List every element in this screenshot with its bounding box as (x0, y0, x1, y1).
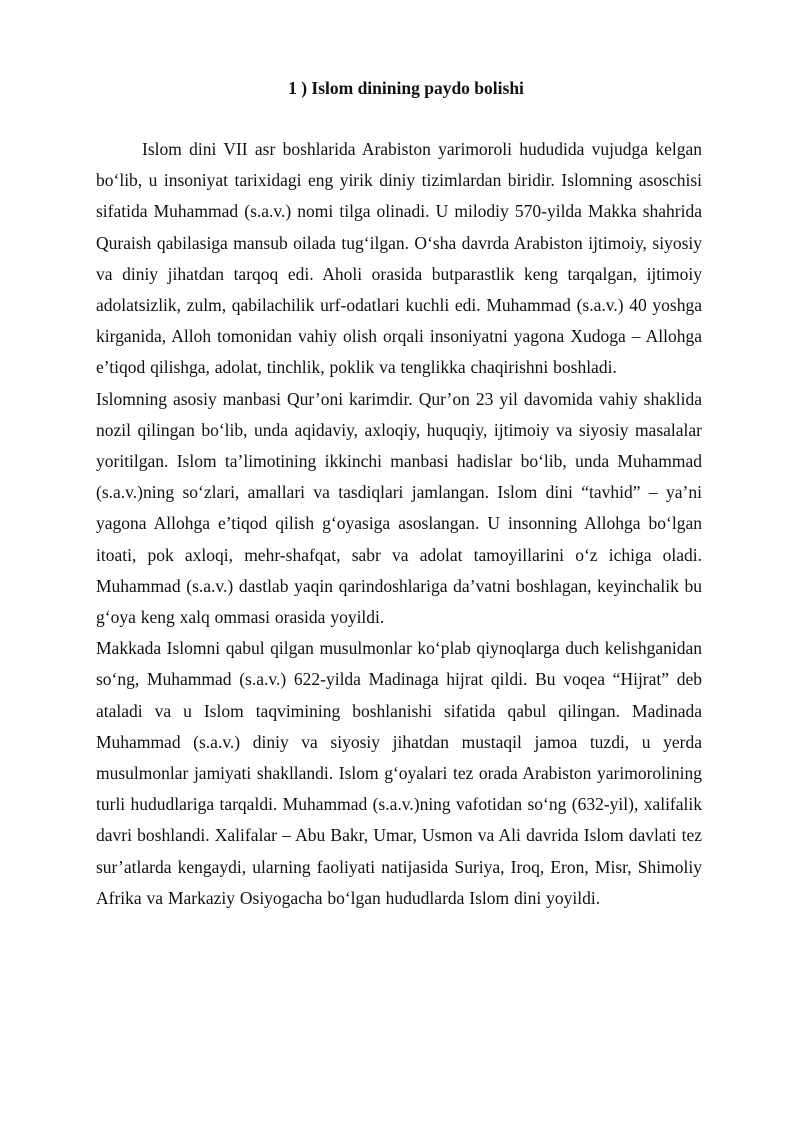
paragraph-1: Islom dini VII asr boshlarida Arabiston yarimoroli hududida vujudga kelgan bo‘lib, u insoniyat tarixidagi eng yirik diniy tizimlardan biridir. Islomning asoschisi sifatida Muhammad (s.a.v.) nomi tilga olinadi. U milodiy 570-yilda Makka shahrida Quraish qabilasiga mansub oilada tug‘ilgan. O‘sha davrda Arabiston ijtimoiy, siyosiy va diniy jihatdan tarqoq edi. Aholi orasida butparastlik keng tarqalgan, ijtimoiy adolatsizlik, zulm, qabilachilik urf-odatlari kuchli edi. Muhammad (s.a.v.) 40 yoshga kirganida, Alloh tomonidan vahiy olish orqali insoniyatni yagona Xudoga – Allohga e’tiqod qilishga, adolat, tinchlik, poklik va tenglikka chaqirishni boshladi. (96, 139, 702, 378)
document-page (96, 0, 702, 914)
document-title: 1 ) Islom dinining paydo bolishi (288, 78, 524, 98)
paragraph-2: Islomning asosiy manbasi Qur’oni karimdir. Qur’on 23 yil davomida vahiy shaklida nozil qilingan bo‘lib, unda aqidaviy, axloqiy, huquqiy, ijtimoiy va siyosiy masalalar yoritilgan. Islom ta’limotining ikkinchi manbasi hadislar bo‘lib, unda Muhammad (s.a.v.)ning so‘zlari, amallari va tasdiqlari jamlangan. Islom dini “tavhid” – ya’ni yagona Allohga e’tiqod qilish g‘oyasiga asoslangan. U insonning Allohga bo‘lgan itoati, pok axloqi, mehr-shafqat, sabr va adolat tamoyillarini o‘z ichiga oladi. Muhammad (s.a.v.) dastlab yaqin qarindoshlariga da’vatni boshlagan, keyinchalik bu g‘oya keng xalq ommasi orasida yoyildi. (96, 388, 702, 628)
paragraph-3: Makkada Islomni qabul qilgan musulmonlar ko‘plab qiynoqlarga duch kelishganidan so‘ng, Muhammad (s.a.v.) 622-yilda Madinaga hijrat qildi. Bu voqea “Hijrat” deb ataladi va u Islom taqvimining boshlanishi sifatida qabul qilingan. Madinada Muhammad (s.a.v.) diniy va siyosiy jihatdan mustaqil jamoa tuzdi, u yerda musulmonlar jamiyati shakllandi. Islom g‘oyalari tez orada Arabiston yarimorolining turli hududlariga tarqaldi. Muhammad (s.a.v.)ning vafotidan so‘ng (632-yil), xalifalik davri boshlandi. Xalifalar – Abu Bakr, Umar, Usmon va Ali davrida Islom davlati tez sur’atlarda kengaydi, ularning faoliyati natijasida Suriya, Iroq, Eron, Misr, Shimoliy Afrika va Markaziy Osiyogacha bo‘lgan hududlarda Islom dini yoyildi. (96, 638, 702, 908)
